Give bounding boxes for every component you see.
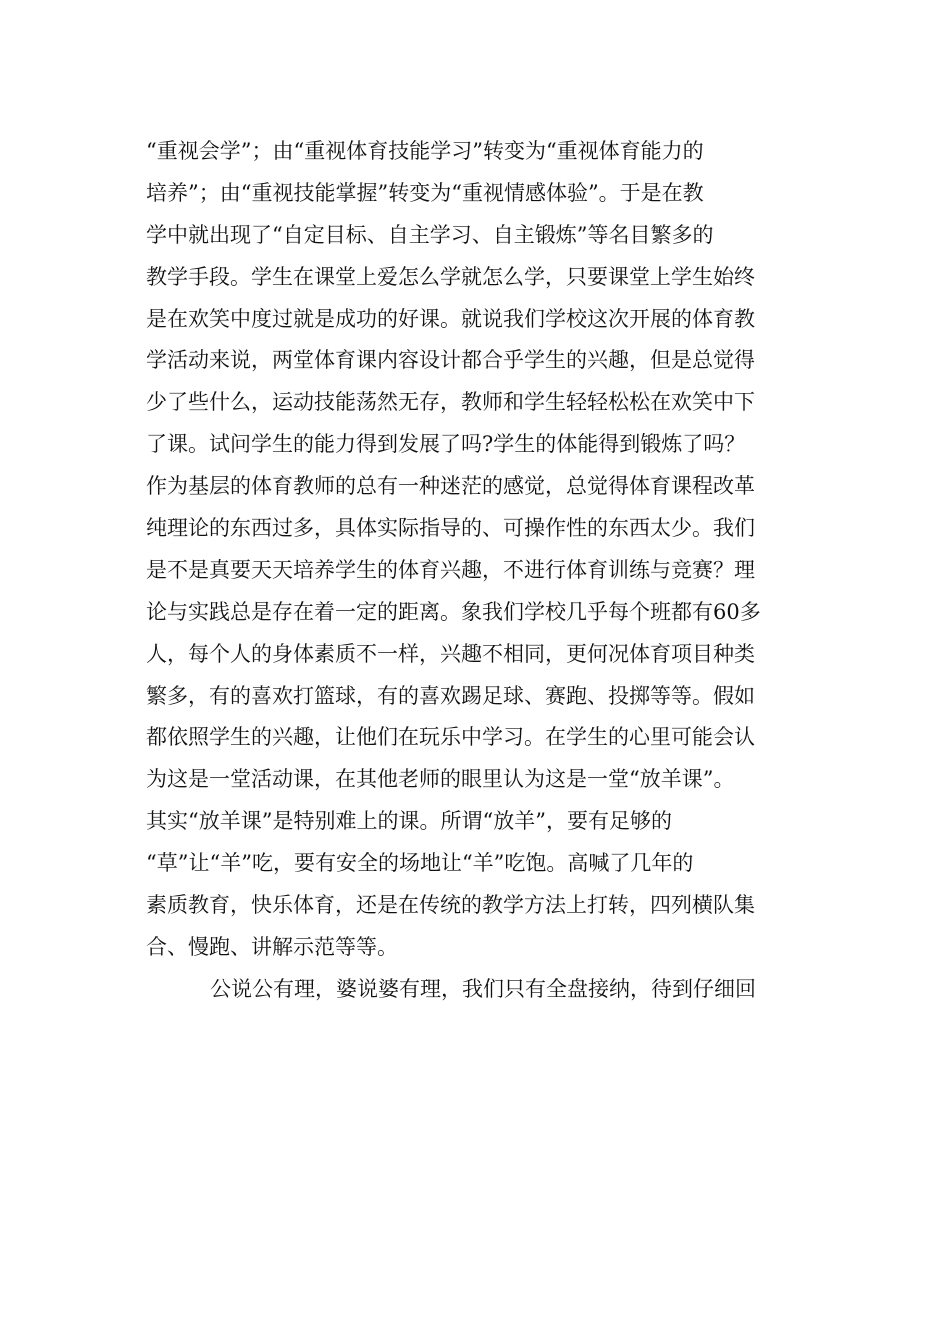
text-line: 纯理论的东西过多，具体实际指导的、可操作性的东西太少。我们 bbox=[146, 516, 755, 541]
text-line: 是不是真要天天培养学生的体育兴趣，不进行体育训练与竞赛？理 bbox=[146, 557, 755, 582]
text-line: 少了些什么，运动技能荡然无存，教师和学生轻轻松松在欢笑中下 bbox=[146, 390, 755, 415]
text-line: “草”让“羊”吃，要有安全的场地让“羊”吃饱。高喊了几年的 bbox=[146, 851, 694, 876]
text-line: 为这是一堂活动课，在其他老师的眼里认为这是一堂“放羊课”。 bbox=[146, 767, 735, 792]
text-line: 论与实践总是存在着一定的距离。象我们学校几乎每个班都有60多 bbox=[146, 599, 761, 624]
text-line: 合、慢跑、讲解示范等等。 bbox=[146, 934, 398, 959]
text-line: 人，每个人的身体素质不一样，兴趣不相同，更何况体育项目种类 bbox=[146, 641, 755, 666]
text-line: 其实“放羊课”是特别难上的课。所谓“放羊”，要有足够的 bbox=[146, 809, 672, 834]
text-line: 素质教育，快乐体育，还是在传统的教学方法上打转，四列横队集 bbox=[146, 893, 755, 918]
text-line: 学活动来说，两堂体育课内容设计都合乎学生的兴趣，但是总觉得 bbox=[146, 348, 755, 373]
paragraph-start-line: 公说公有理，婆说婆有理，我们只有全盘接纳，待到仔细回 bbox=[210, 976, 756, 1001]
text-line: 培养”；由“重视技能掌握”转变为“重视情感体验”。于是在教 bbox=[146, 180, 704, 205]
text-line: 作为基层的体育教师的总有一种迷茫的感觉，总觉得体育课程改革 bbox=[146, 474, 755, 499]
text-line: 了课。试问学生的能力得到发展了吗?学生的体能得到锻炼了吗？ bbox=[146, 432, 746, 457]
text-line: 繁多，有的喜欢打篮球，有的喜欢踢足球、赛跑、投掷等等。假如 bbox=[146, 683, 755, 708]
text-line: “重视会学”；由“重视体育技能学习”转变为“重视体育能力的 bbox=[146, 139, 704, 163]
text-line: 都依照学生的兴趣，让他们在玩乐中学习。在学生的心里可能会认 bbox=[146, 725, 755, 750]
body-text bbox=[146, 131, 806, 1011]
text-line: 教学手段。学生在课堂上爱怎么学就怎么学，只要课堂上学生始终 bbox=[146, 264, 755, 289]
text-line: 学中就出现了“自定目标、自主学习、自主锻炼”等名目繁多的 bbox=[146, 222, 714, 247]
text-line: 是在欢笑中度过就是成功的好课。就说我们学校这次开展的体育教 bbox=[146, 306, 755, 331]
